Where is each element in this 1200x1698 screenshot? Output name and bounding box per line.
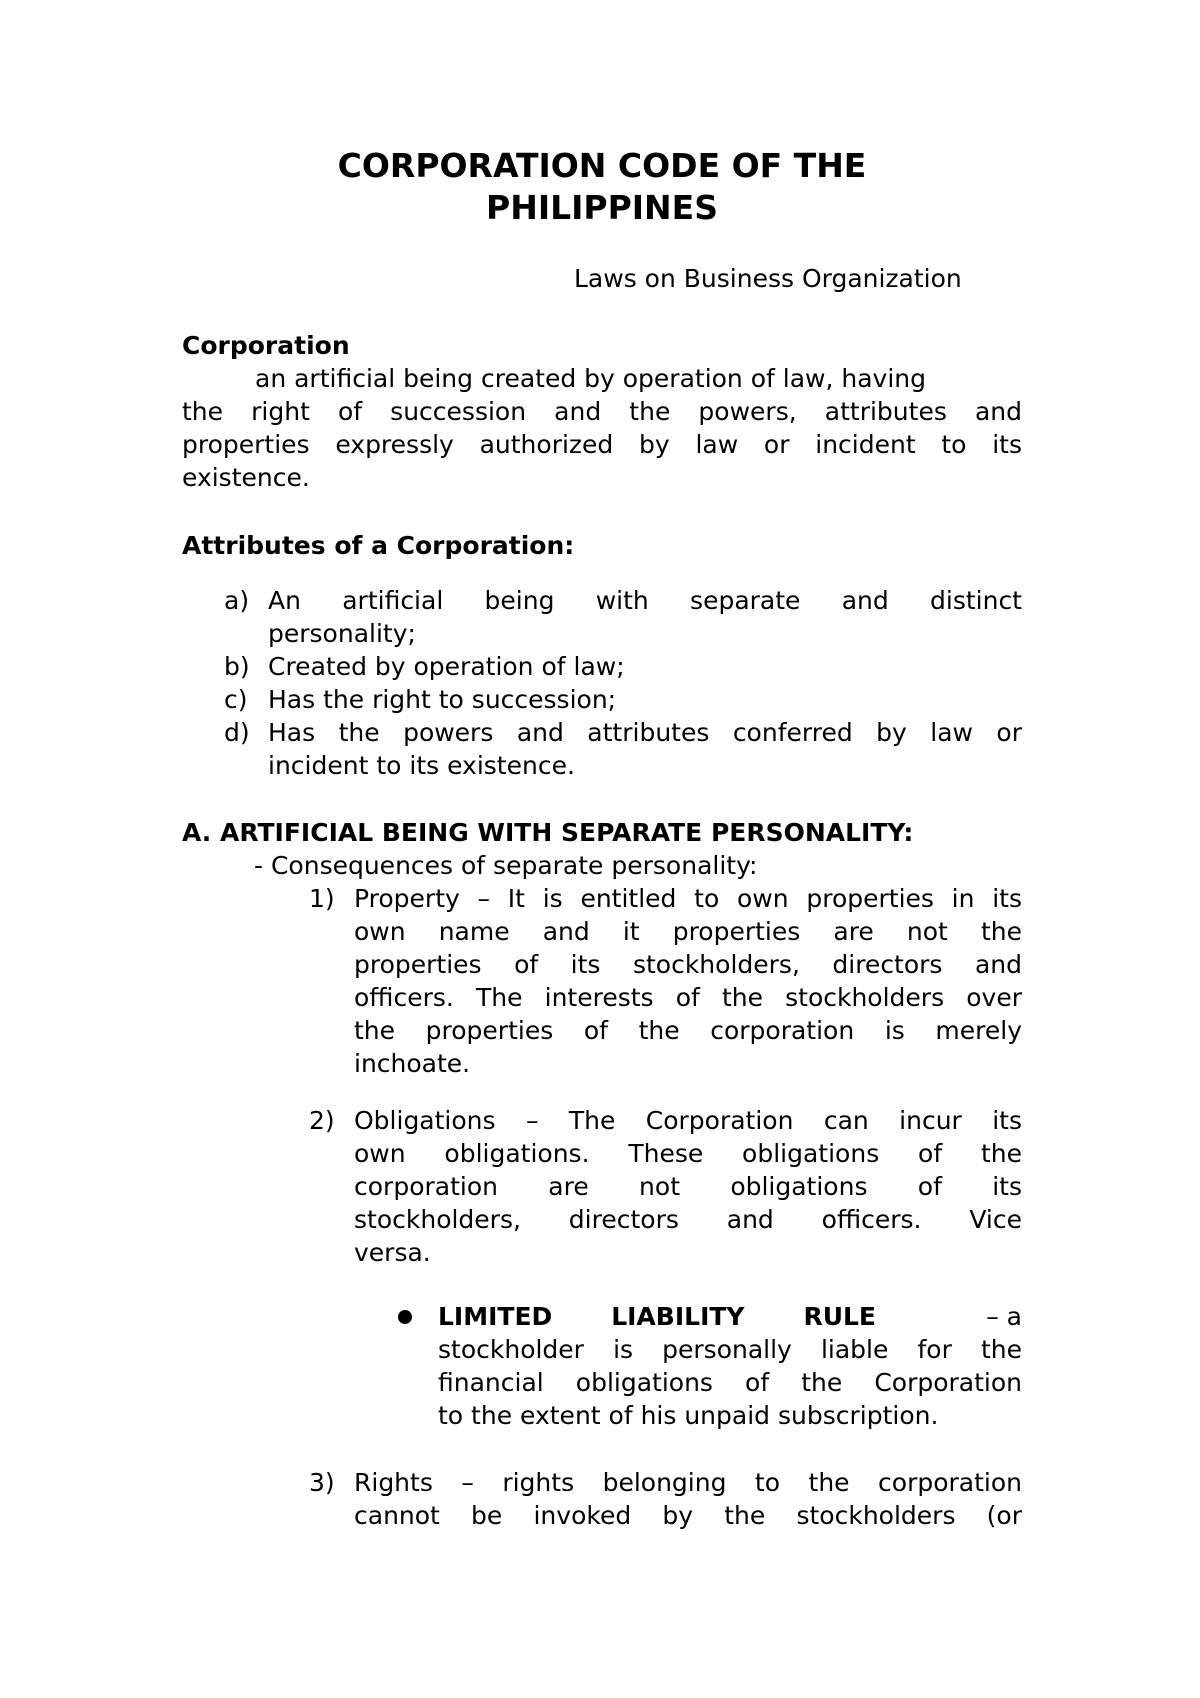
limited-liability-label-word: LIMITED (438, 1302, 553, 1331)
consequence-item-line: versa. (354, 1238, 431, 1267)
limited-liability-first-line (438, 1300, 1022, 1334)
list-marker: 3) (309, 1468, 335, 1497)
limited-liability-label-text (438, 1300, 876, 1334)
document-title-line-2: PHILIPPINES (486, 188, 718, 227)
list-marker: c) (224, 685, 248, 714)
attributes-heading: Attributes of a Corporation: (182, 531, 575, 560)
attribute-item-line: personality; (268, 619, 416, 648)
consequence-item-line: Obligations – The Corporation can incur its (354, 1106, 1022, 1135)
limited-liability-label-word: LIABILITY (611, 1302, 745, 1331)
corporation-heading: Corporation (182, 331, 350, 360)
section-a-heading: A. ARTIFICIAL BEING WITH SEPARATE PERSONALITY: (182, 818, 914, 847)
consequence-item-line: own obligations. These obligations of the (354, 1139, 1022, 1168)
limited-liability-line: to the extent of his unpaid subscription. (438, 1401, 939, 1430)
list-marker: b) (224, 652, 250, 681)
document-subtitle: Laws on Business Organization (574, 264, 962, 293)
attribute-item-line: Has the powers and attributes conferred by law or (268, 718, 1022, 747)
attribute-item-line: An artificial being with separate and distinct (268, 586, 1022, 615)
consequence-item-line: own name and it properties are not the (354, 917, 1022, 946)
limited-liability-first-line-rest: – a (978, 1302, 1022, 1331)
consequence-item-line: corporation are not obligations of its (354, 1172, 1022, 1201)
consequence-item-line: properties of its stockholders, directors and (354, 950, 1022, 979)
consequence-item-line: officers. The interests of the stockholders over (354, 983, 1022, 1012)
consequence-item-line: inchoate. (354, 1049, 471, 1078)
attribute-item-line: Created by operation of law; (268, 652, 625, 681)
limited-liability-label (438, 1300, 876, 1334)
list-marker: d) (224, 718, 250, 747)
section-a-intro: - Consequences of separate personality: (254, 851, 758, 880)
limited-liability-line: stockholder is personally liable for the (438, 1335, 1022, 1364)
limited-liability-line: financial obligations of the Corporation (438, 1368, 1022, 1397)
consequence-item-line: Rights – rights belonging to the corporation (354, 1468, 1022, 1497)
consequence-item-line: cannot be invoked by the stockholders (or (354, 1501, 1022, 1530)
attribute-item-line: Has the right to succession; (268, 685, 617, 714)
corporation-definition-line: properties expressly authorized by law or incident to its (182, 430, 1022, 459)
list-marker: a) (224, 586, 250, 615)
list-marker: 1) (309, 884, 335, 913)
corporation-definition-line: the right of succession and the powers, attributes and (182, 397, 1022, 426)
consequence-item-line: Property – It is entitled to own properties in its (354, 884, 1022, 913)
list-marker: 2) (309, 1106, 335, 1135)
bullet-icon (398, 1310, 412, 1324)
consequence-item-line: stockholders, directors and officers. Vice (354, 1205, 1022, 1234)
document-title-line-1: CORPORATION CODE OF THE (337, 146, 867, 185)
consequence-item-line: the properties of the corporation is merely (354, 1016, 1022, 1045)
corporation-definition-line: existence. (182, 463, 310, 492)
limited-liability-label-word: RULE (803, 1302, 876, 1331)
attribute-item-line: incident to its existence. (268, 751, 575, 780)
corporation-definition-line: an artificial being created by operation of law, having (255, 364, 926, 393)
